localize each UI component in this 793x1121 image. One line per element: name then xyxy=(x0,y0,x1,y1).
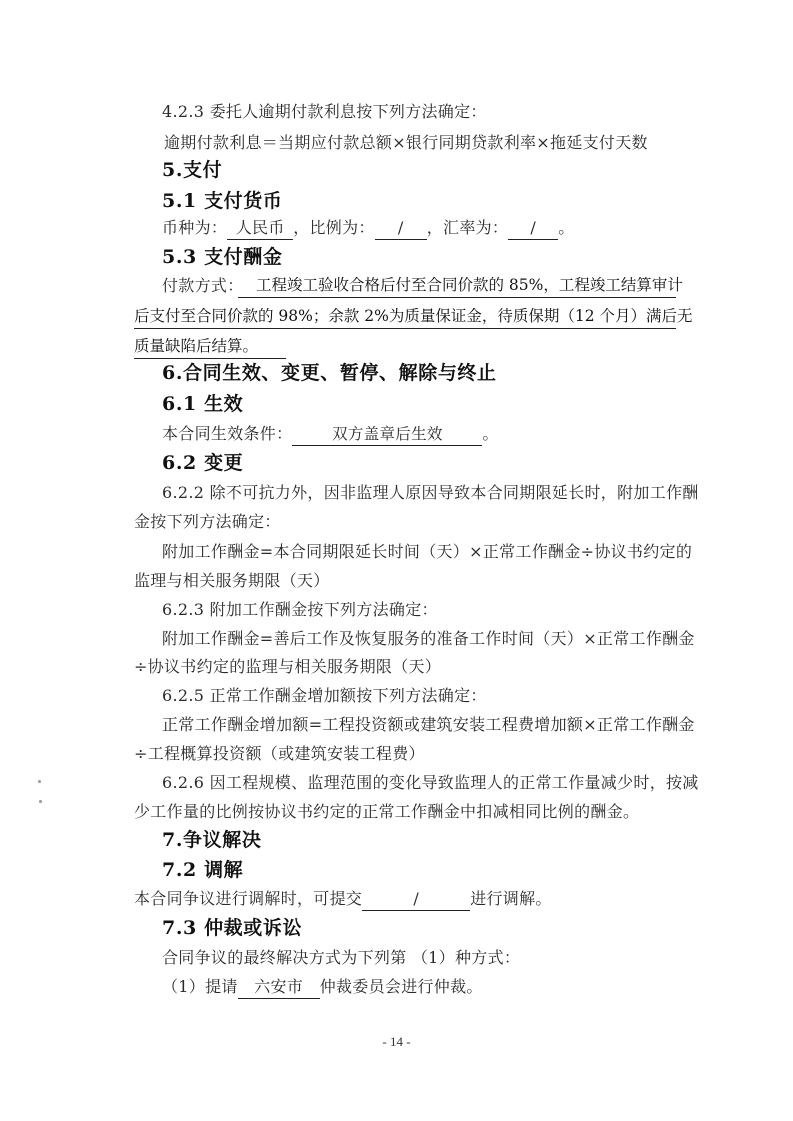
formula-6-2-2-line-2: 监理与相关服务期限（天） xyxy=(134,571,330,590)
clause-6-2-2-line-1: 6.2.2 除不可抗力外，因非监理人原因导致本合同期限延长时，附加工作酬 xyxy=(162,483,699,502)
clause-4-2-3-heading: 4.2.3 委托人逾期付款利息按下列方法确定： xyxy=(162,102,487,121)
effect-condition-label: 本合同生效条件： xyxy=(162,424,293,443)
arbitration-option-1 xyxy=(162,976,483,999)
scan-speck xyxy=(39,800,42,803)
section-5-title: 5.支付 xyxy=(162,159,223,181)
arbitration-text: 合同争议的最终解决方式为下列第 （1）种方式： xyxy=(162,948,521,967)
arbitration-option-1-before: （1）提请 xyxy=(162,977,238,996)
mediation-blank: / xyxy=(362,888,470,911)
payment-method-line-3: 质量缺陷后结算。 xyxy=(134,335,286,359)
mediation-text-before: 本合同争议进行调解时，可提交 xyxy=(134,889,363,908)
rate-value: / xyxy=(508,217,558,240)
currency-value: 人民币 xyxy=(227,217,293,240)
ratio-label: ，比例为： xyxy=(293,218,375,237)
payment-method-label: 付款方式： xyxy=(162,276,244,295)
section-6-title: 6.合同生效、变更、暂停、解除与终止 xyxy=(162,362,497,384)
clause-4-2-3-formula: 逾期付款利息＝当期应付款总额×银行同期贷款利率×拖延支付天数 xyxy=(164,133,648,152)
effect-condition-end: 。 xyxy=(482,424,499,443)
currency-label: 币种为： xyxy=(162,218,228,237)
payment-method-line-2: 后支付至合同价款的 98%；余款 2%为质量保证金，待质保期（12 个月）满后无 xyxy=(134,305,676,329)
currency-line xyxy=(162,217,575,240)
clause-6-2-3: 6.2.3 附加工作酬金按下列方法确定： xyxy=(162,600,438,619)
effect-condition-line xyxy=(162,423,499,446)
formula-6-2-3-line-1: 附加工作酬金=善后工作及恢复服务的准备工作时间（天）×正常工作酬金 xyxy=(162,629,695,648)
formula-6-2-5-line-1: 正常工作酬金增加额=工程投资额或建筑安装工程费增加额×正常工作酬金 xyxy=(162,715,695,734)
section-5-1-title: 5.1 支付货币 xyxy=(162,190,283,212)
formula-6-2-3-line-2: ÷协议书约定的监理与相关服务期限（天） xyxy=(134,657,442,676)
section-6-2-title: 6.2 变更 xyxy=(162,452,244,474)
ratio-value: / xyxy=(375,217,427,240)
clause-6-2-5: 6.2.5 正常工作酬金增加额按下列方法确定： xyxy=(162,686,487,705)
section-7-2-title: 7.2 调解 xyxy=(162,859,244,881)
scan-speck xyxy=(38,780,41,783)
section-7-3-title: 7.3 仲裁或诉讼 xyxy=(162,917,303,939)
section-7-title: 7.争议解决 xyxy=(162,829,262,851)
mediation-text-after: 进行调解。 xyxy=(470,889,552,908)
arbitration-city: 六安市 xyxy=(238,976,320,999)
page-number: - 14 - xyxy=(382,1034,411,1049)
mediation-line xyxy=(134,888,552,911)
clause-6-2-6-line-1: 6.2.6 因工程规模、监理范围的变化导致监理人的正常工作量减少时，按减 xyxy=(162,773,699,792)
rate-label: ，汇率为： xyxy=(426,218,509,237)
effect-condition-value: 双方盖章后生效 xyxy=(292,423,482,446)
clause-6-2-6-line-2: 少工作量的比例按协议书约定的正常工作酬金中扣减相同比例的酬金。 xyxy=(134,802,640,821)
formula-6-2-5-line-2: ÷工程概算投资额（或建筑安装工程费） xyxy=(134,744,425,763)
clause-6-2-2-line-2: 金按下列方法确定： xyxy=(134,512,281,531)
section-6-1-title: 6.1 生效 xyxy=(162,393,244,415)
arbitration-option-1-after: 仲裁委员会进行仲裁。 xyxy=(319,977,483,996)
currency-end: 。 xyxy=(558,218,575,237)
payment-method-line-1: 工程竣工验收合格后付至合同价款的 85%，工程竣工结算审计 xyxy=(238,274,676,298)
section-5-3-title: 5.3 支付酬金 xyxy=(162,246,283,268)
formula-6-2-2-line-1: 附加工作酬金=本合同期限延长时间（天）×正常工作酬金÷协议书约定的 xyxy=(162,542,693,561)
